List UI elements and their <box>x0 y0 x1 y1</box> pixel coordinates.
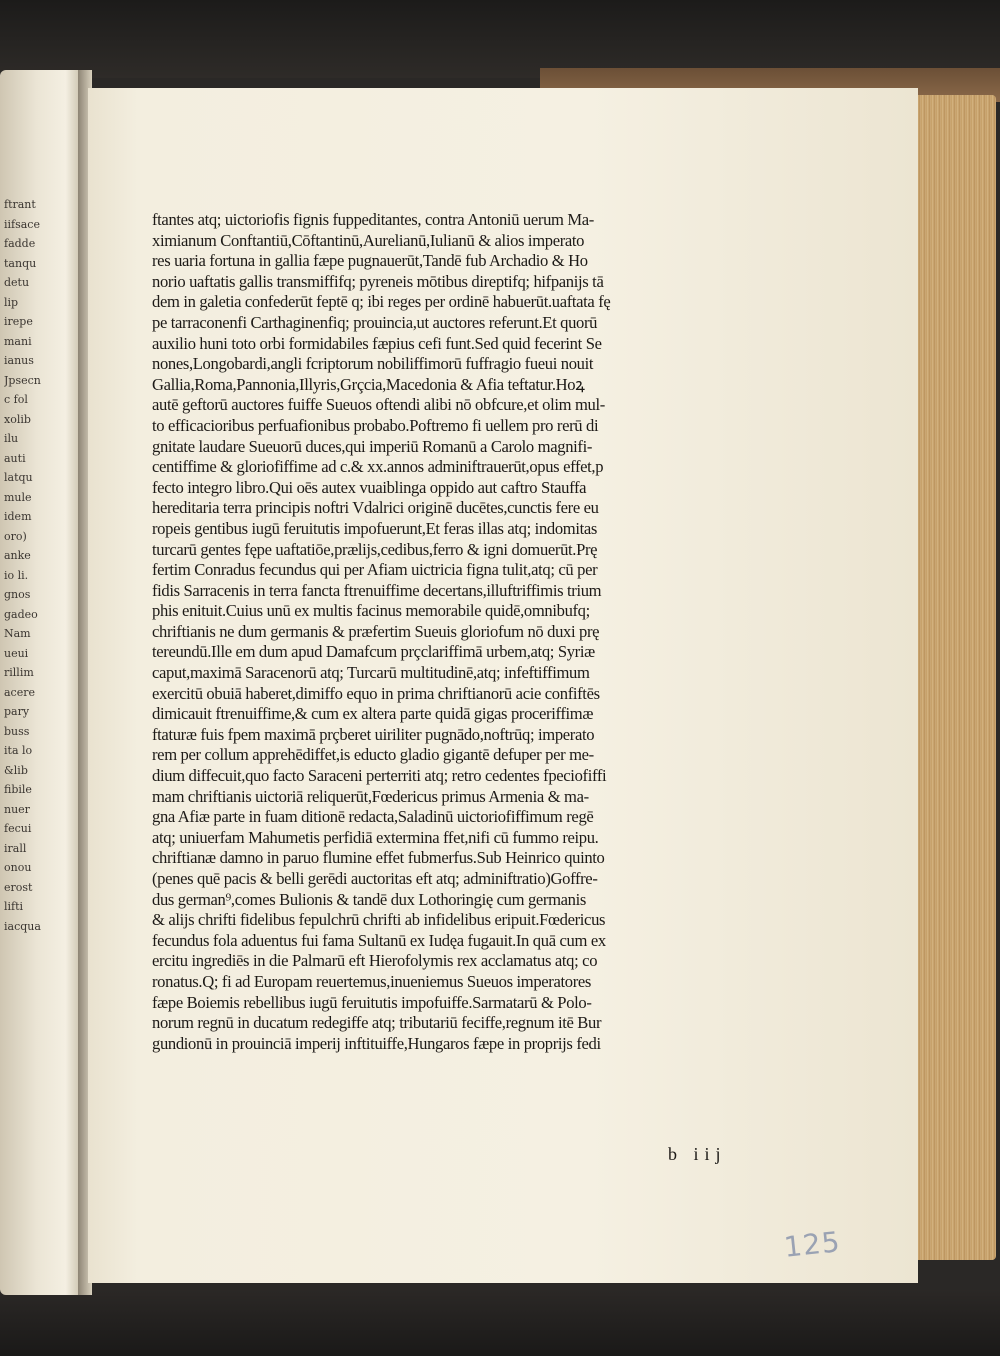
text-line: auxilio huni toto orbi formidabiles fæpius cefi funt.Sed quid fecerint Se <box>152 333 602 353</box>
left-page-fragment: iacqua <box>4 919 41 933</box>
left-page-fragment: fecui <box>4 822 32 835</box>
left-page-fragment: oro) <box>4 529 27 543</box>
left-page-fragment: fadde <box>4 237 36 250</box>
text-line: ropeis gentibus iugū feruitutis impofuerunt,Et feras illas atq; indomitas <box>152 518 597 538</box>
left-page-fragment: xolib <box>4 412 31 426</box>
left-page-fragment: Nam <box>4 627 31 640</box>
text-line: to efficacioribus perfuafionibus probabo.Poftremo fi uellem pro rerū di <box>152 415 599 435</box>
left-page-fragment: ftrant <box>4 198 36 211</box>
text-line: dem in galetia confederūt feptē q; ibi reges per ordinē habuerūt.uaftata fę <box>152 292 611 312</box>
left-page-fragment: mule <box>4 490 32 504</box>
text-line: gnitate laudare Sueuorū duces,qui imperiū Romanū a Carolo magnifi- <box>152 436 593 456</box>
left-page-fragment: fibile <box>4 783 32 796</box>
left-page-fragment: ita lo <box>4 744 33 757</box>
text-line: caput,maximā Saracenorū atq; Turcarū multitudinē,atq; infeftiffimum <box>152 663 590 683</box>
text-line: chriftianæ damno in paruo flumine effet fubmerfus.Sub Heinrico quinto <box>152 848 605 868</box>
left-page-fragment: io li. <box>4 568 29 582</box>
page-block-edges <box>916 95 996 1260</box>
text-line: dus german⁹,comes Bulionis & tandē dux Lothoringię cum germanis <box>152 889 586 909</box>
left-page-fragment: &lib <box>4 763 28 777</box>
left-page-fragment: irall <box>4 841 27 855</box>
left-page-fragment: nuer <box>4 802 30 816</box>
text-line: mam chriftianis uictoriā reliquerūt,Fœdericus primus Armenia & ma- <box>152 786 589 806</box>
text-line: dium diffecuit,quo facto Saraceni perterriti atq; retro cedentes fpeciofiffi <box>152 766 607 786</box>
left-page-fragment: c fol <box>4 393 28 406</box>
left-page-fragment: acere <box>4 685 35 699</box>
text-line: gundionū in prouinciā imperij inftituiffe,Hungaros fæpe in proprijs fedi <box>152 1033 601 1053</box>
text-line: res uaria fortuna in gallia fæpe pugnauerūt,Tandē fub Archadio & Ho <box>152 251 588 271</box>
text-line: hereditaria terra principis noftri Vdalrici originē ducētes,cunctis fere eu <box>152 498 599 518</box>
left-page-fragment: erost <box>4 880 33 894</box>
left-page-fragment: iifsace <box>4 217 40 231</box>
text-line: ftantes atq; uictoriofis fignis fuppeditantes, contra Antoniū uerum Ma- <box>152 210 594 229</box>
left-page-fragment: gnos <box>4 588 31 601</box>
text-line: Gallia,Roma,Pannonia,Illyris,Grçcia,Macedonia & Afia teftatur.Hoꝝ <box>152 374 585 394</box>
left-page-fragment: pary <box>4 705 30 718</box>
text-line: fidis Sarracenis in terra fancta ftrenuiffime decertans,illuftriffimis trium <box>152 580 602 600</box>
text-line: chriftianis ne dum germanis & præfertim Sueuis gloriofum nō duxi prę <box>152 621 600 641</box>
left-page-fragment: lifti <box>4 900 24 913</box>
text-line: centiffime & gloriofiffime ad c.& xx.annos adminiftrauerūt,opus effet,p <box>152 457 604 477</box>
folio-number: 125 <box>782 1225 843 1264</box>
left-page-fragment: tanqu <box>4 256 37 270</box>
main-text-block <box>152 210 770 1054</box>
text-line: tereundū.Ille em dum apud Damafcum prçclariffimā urbem,atq; Syriæ <box>152 642 595 662</box>
left-page-edge <box>0 70 82 1295</box>
text-line: ronatus.Q; fi ad Europam reuertemus,inueniemus Sueuos imperatores <box>152 971 591 991</box>
text-line: ximianum Conftantiū,Cōftantinū,Aurelianū,Iulianū & alios imperato <box>152 230 585 250</box>
text-line: nones,Longobardi,angli fcriptorum nobiliffimorū fuffragio fueui nouit <box>152 354 594 374</box>
text-line: ftaturæ fuis fpem maximā prçberet uiriliter pugnādo,noftrūq; imperato <box>152 724 595 744</box>
dark-background-top <box>0 0 1000 78</box>
left-page-fragment: detu <box>4 276 30 289</box>
left-page-fragment: ilu <box>4 432 19 445</box>
left-page-fragment: ueui <box>4 646 29 660</box>
left-page-fragment: onou <box>4 861 32 874</box>
left-page-fragment: idem <box>4 510 32 523</box>
text-line: dimicauit ftrenuiffime,& cum ex altera parte quidā gigas proceriffimæ <box>152 704 594 724</box>
left-page-fragment: Jpsecn <box>4 373 41 387</box>
left-page-fragment: anke <box>4 549 31 562</box>
text-line: turcarū gentes fępe uaftatiōe,prælijs,cedibus,ferro & igni domuerūt.Prę <box>152 539 598 559</box>
left-page-fragment: latqu <box>4 471 33 484</box>
left-page-fragment: buss <box>4 724 30 738</box>
text-line: norum regnū in ducatum redegiffe atq; tributariū feciffe,regnum itē Bur <box>152 1013 602 1033</box>
text-line: & alijs chrifti fidelibus fepulchrū chrifti ab infidelibus eripuit.Fœdericus <box>152 910 606 930</box>
text-line: fertim Conradus fecundus qui per Afiam uictricia figna tulit,atq; cū per <box>152 560 598 580</box>
signature-mark: b iij <box>668 1144 727 1164</box>
text-line: phis enituit.Cuius unū ex multis facinus memorabile quidē,omnibufq; <box>152 601 590 621</box>
left-page-fragment: rillim <box>4 666 34 679</box>
text-line: atq; uniuerfam Mahumetis perfidiā extermina ffet,nifi cū fummo reipu. <box>152 827 599 847</box>
text-line: rem per collum apprehēdiffet,is educto gladio gigantē defuper per me- <box>152 745 594 765</box>
text-line: gna Afiæ parte in fuam ditionē redacta,Saladinū uictoriofiffimum regē <box>152 807 594 827</box>
left-page-fragment: gadeo <box>4 607 38 621</box>
text-line: norio uaftatis gallis transmiffifq; pyreneis mōtibus direptifq; hifpanijs tā <box>152 271 604 291</box>
text-line: autē geftorū auctores fuiffe Sueuos oftendi alibi nō obfcure,et olim mul- <box>152 395 605 415</box>
text-line: pe tarraconenfi Carthaginenfiq; prouincia,ut auctores referunt.Et quorū <box>152 312 598 332</box>
text-line: fecto integro libro.Qui oēs autex vuaiblinga oppido aut caftro Stauffa <box>152 477 587 497</box>
left-page-fragment: lip <box>4 295 19 309</box>
text-line: fecundus fola aduentus fui fama Sultanū ex Iudęa fugauit.In quā cum ex <box>152 930 606 950</box>
text-line: ercitu ingrediēs in die Palmarū eft Hierofolymis rex acclamatus atq; co <box>152 951 598 971</box>
left-page-fragment: ianus <box>4 354 34 367</box>
left-page-fragment: auti <box>4 451 26 465</box>
left-page-text-fragments <box>4 195 68 936</box>
left-page-fragment: mani <box>4 334 32 348</box>
left-page-fragment: irepe <box>4 315 33 328</box>
text-line: exercitū obuiā haberet,dimiffo equo in prima chriftianorū acie confiftēs <box>152 683 600 703</box>
text-line: (penes quē pacis & belli gerēdi auctoritas eft atq; adminiftratio)Goffre- <box>152 869 598 888</box>
dark-background-bottom <box>0 1290 1000 1356</box>
text-line: fæpe Boiemis rebellibus iugū feruitutis impofuiffe.Sarmatarū & Polo- <box>152 992 592 1012</box>
